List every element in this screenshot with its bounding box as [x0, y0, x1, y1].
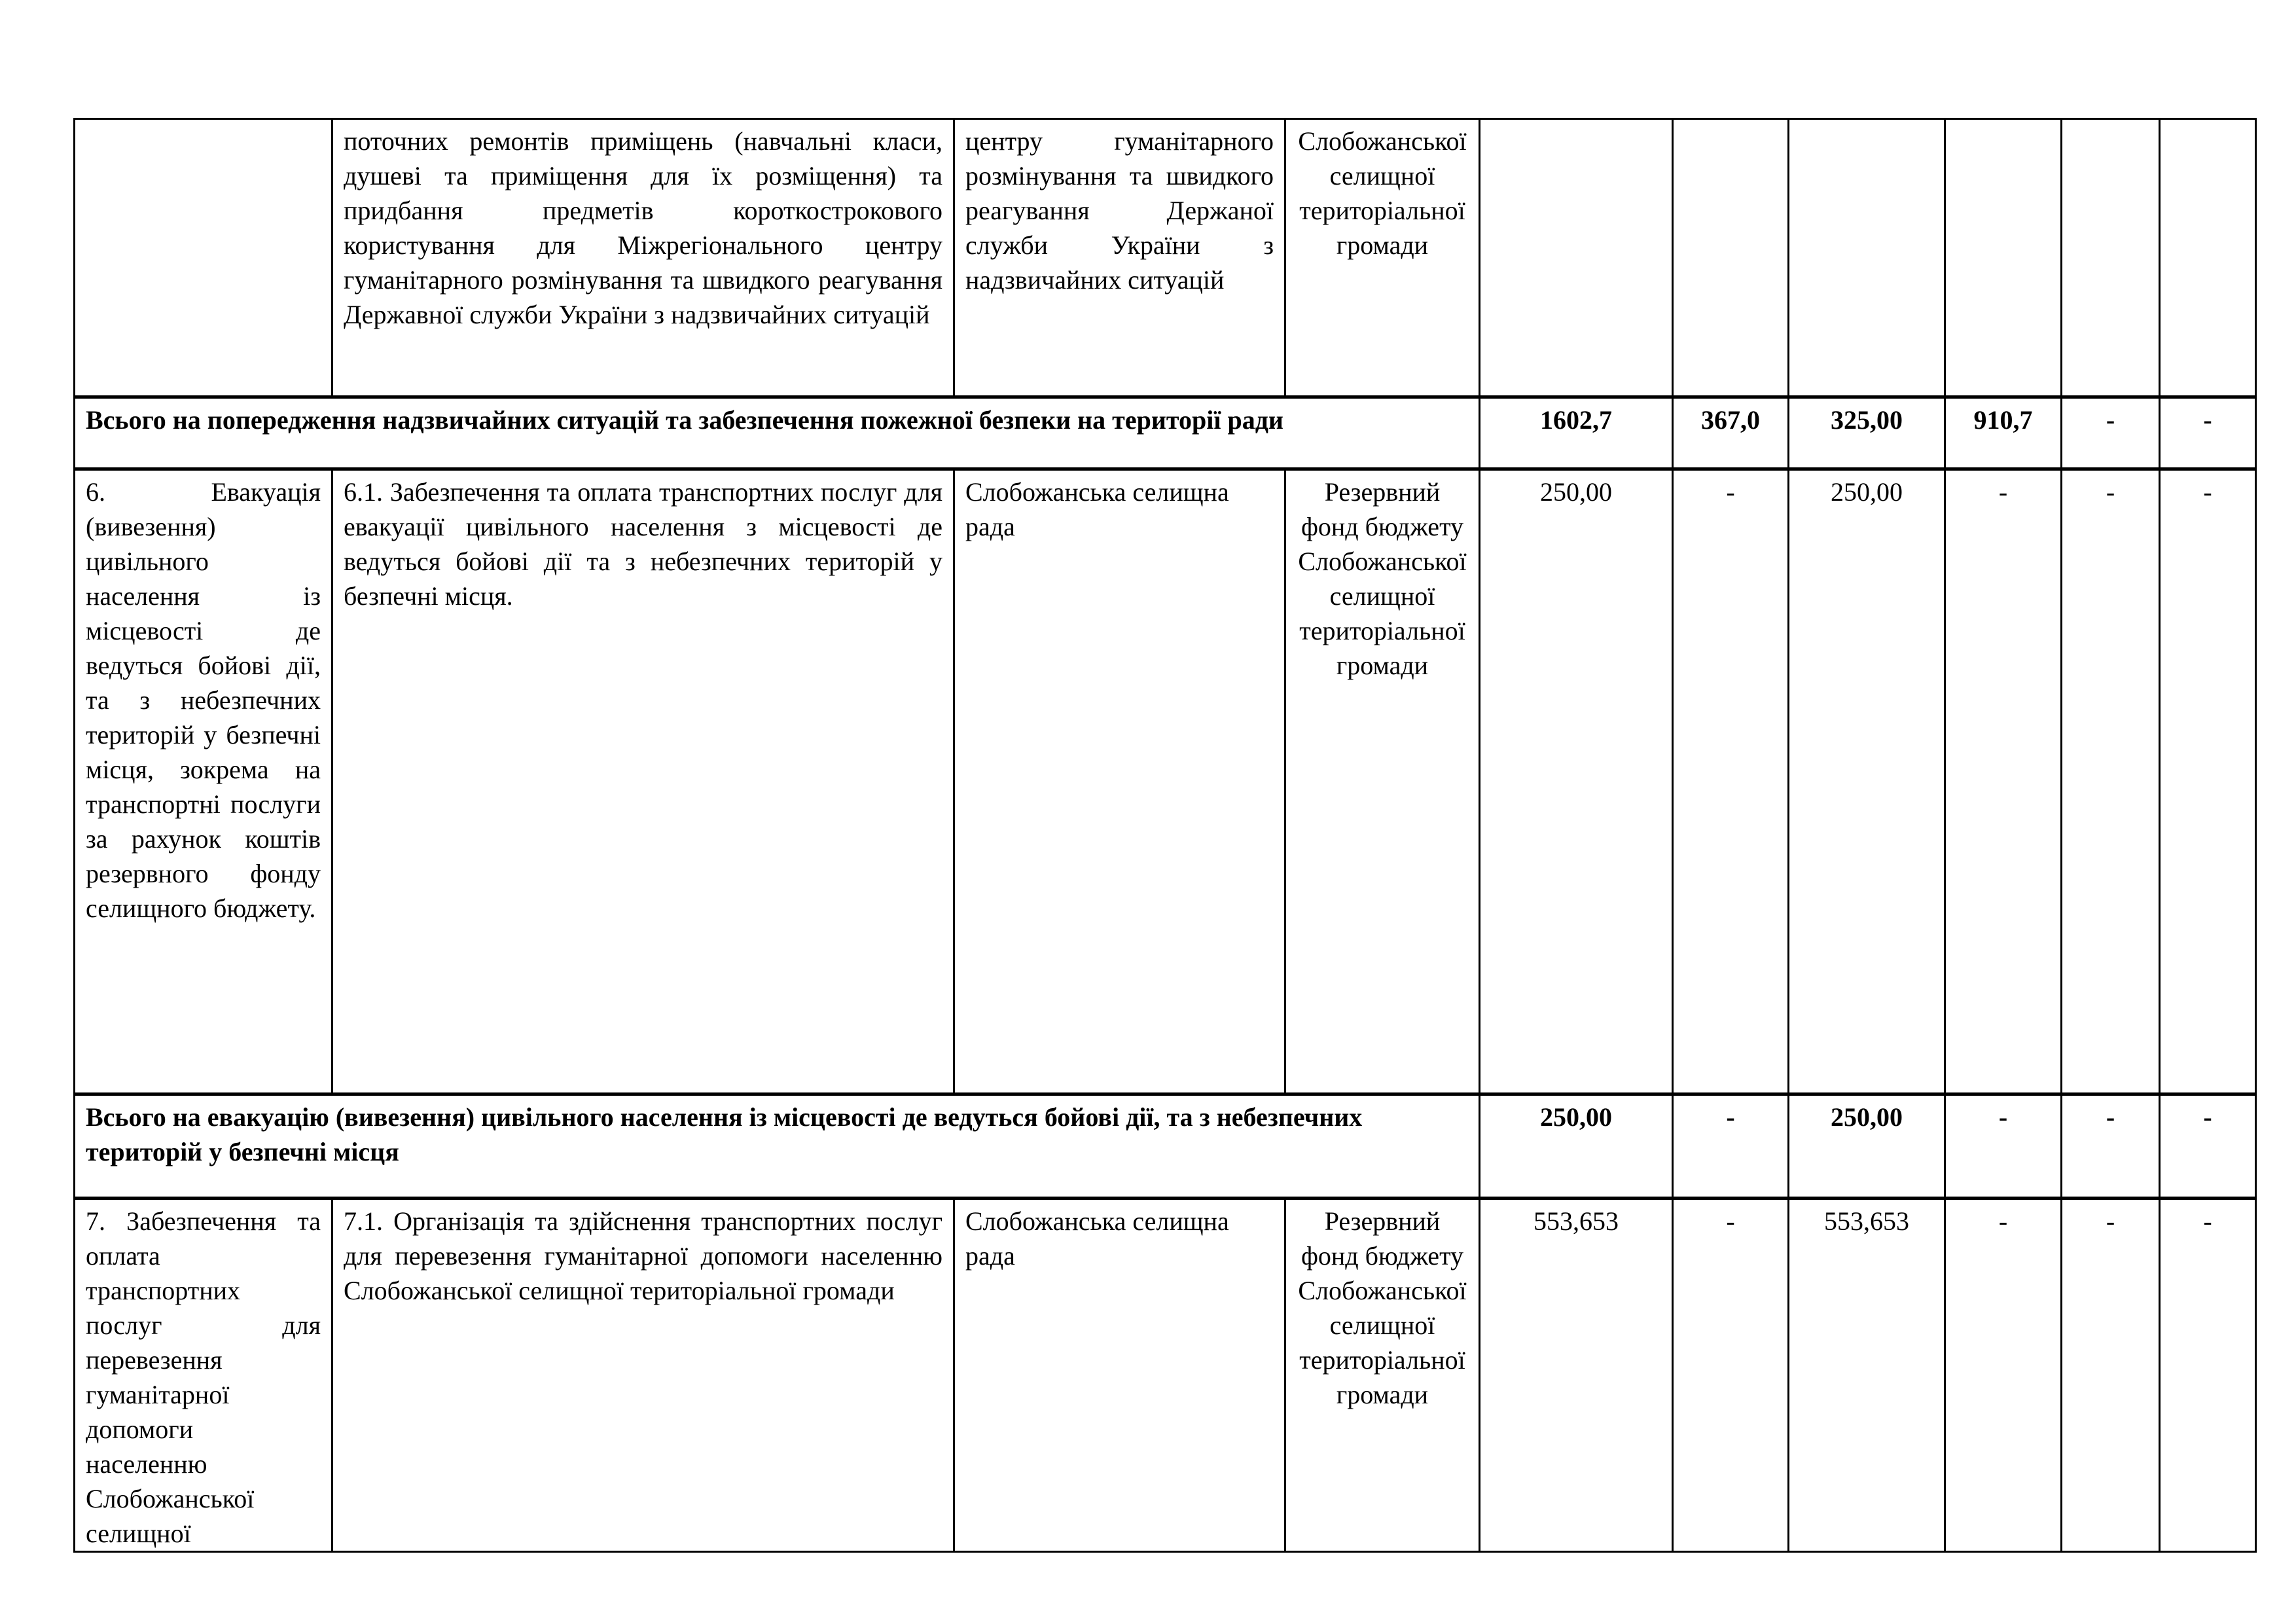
- total-row-6: [75, 1094, 2256, 1199]
- value-cell: [2062, 119, 2160, 397]
- value-cell: 250,00: [1789, 469, 1945, 1094]
- total-value: 250,00: [1789, 1094, 1945, 1199]
- table-row-continued: [75, 119, 2256, 397]
- value-cell: [1945, 119, 2062, 397]
- value-cell: -: [1673, 1199, 1789, 1552]
- value-cell: -: [1945, 1199, 2062, 1552]
- value-cell: -: [2160, 469, 2256, 1094]
- source-cell: Слобожанської селищної територіальної громади: [1285, 119, 1480, 397]
- value-cell: -: [1673, 469, 1789, 1094]
- value-cell: [1673, 119, 1789, 397]
- direction-cell: [75, 119, 332, 397]
- total-label: Всього на попередження надзвичайних ситуацій та забезпечення пожежної безпеки на території ради: [75, 397, 1480, 469]
- executor-cell: Слобожанська селищна рада: [954, 1199, 1285, 1552]
- table-row-6: [75, 469, 2256, 1094]
- value-cell: 553,653: [1789, 1199, 1945, 1552]
- measure-cell: поточних ремонтів приміщень (навчальні класи, душеві та приміщення для їх розміщення) та придбання предметів короткострокового користування для Міжрегіонального центру гуманітарного розмінування та швидкого реагування Державної служби України з надзвичайних ситуацій: [332, 119, 954, 397]
- executor-cell: Слобожанська селищна рада: [954, 469, 1285, 1094]
- source-cell: Резервний фонд бюджету Слобожанської селищної територіальної громади: [1285, 469, 1480, 1094]
- value-cell: -: [2160, 1199, 2256, 1552]
- source-cell: Резервний фонд бюджету Слобожанської селищної територіальної громади: [1285, 1199, 1480, 1552]
- total-value: 367,0: [1673, 397, 1789, 469]
- program-table: [73, 118, 2257, 1553]
- direction-cell: 7. Забезпечення та оплата транспортних послуг для перевезення гуманітарної допомоги населенню Слобожанської селищної: [75, 1199, 332, 1552]
- value-cell: 553,653: [1480, 1199, 1673, 1552]
- value-cell: [1789, 119, 1945, 397]
- table-row-7: [75, 1199, 2256, 1552]
- value-cell: [2160, 119, 2256, 397]
- total-value: 910,7: [1945, 397, 2062, 469]
- value-cell: [1480, 119, 1673, 397]
- total-value: 325,00: [1789, 397, 1945, 469]
- value-cell: -: [2062, 469, 2160, 1094]
- measure-cell: 7.1. Організація та здійснення транспортних послуг для перевезення гуманітарної допомоги населенню Слобожанської селищної територіальної громади: [332, 1199, 954, 1552]
- value-cell: 250,00: [1480, 469, 1673, 1094]
- executor-cell: центру гуманітарного розмінування та швидкого реагування Держаної служби України з надзвичайних ситуацій: [954, 119, 1285, 397]
- total-value: -: [1673, 1094, 1789, 1199]
- value-cell: -: [1945, 469, 2062, 1094]
- total-value: -: [2062, 1094, 2160, 1199]
- total-value: 1602,7: [1480, 397, 1673, 469]
- measure-cell: 6.1. Забезпечення та оплата транспортних послуг для евакуації цивільного населення з місцевості де ведуться бойові дії та з небезпечних територій у безпечні місця.: [332, 469, 954, 1094]
- value-cell: -: [2062, 1199, 2160, 1552]
- total-value: -: [2160, 397, 2256, 469]
- total-value: 250,00: [1480, 1094, 1673, 1199]
- total-row-5: [75, 397, 2256, 469]
- total-value: -: [2160, 1094, 2256, 1199]
- total-label: Всього на евакуацію (вивезення) цивільного населення із місцевості де ведуться бойові дії, та з небезпечних територій у безпечні місця: [75, 1094, 1480, 1199]
- direction-cell: 6. Евакуація (вивезення) цивільного населення із місцевості де ведуться бойові дії, та з небезпечних територій у безпечні місця, зокрема на транспортні послуги за рахунок коштів резервного фонду селищного бюджету.: [75, 469, 332, 1094]
- total-value: -: [2062, 397, 2160, 469]
- total-value: -: [1945, 1094, 2062, 1199]
